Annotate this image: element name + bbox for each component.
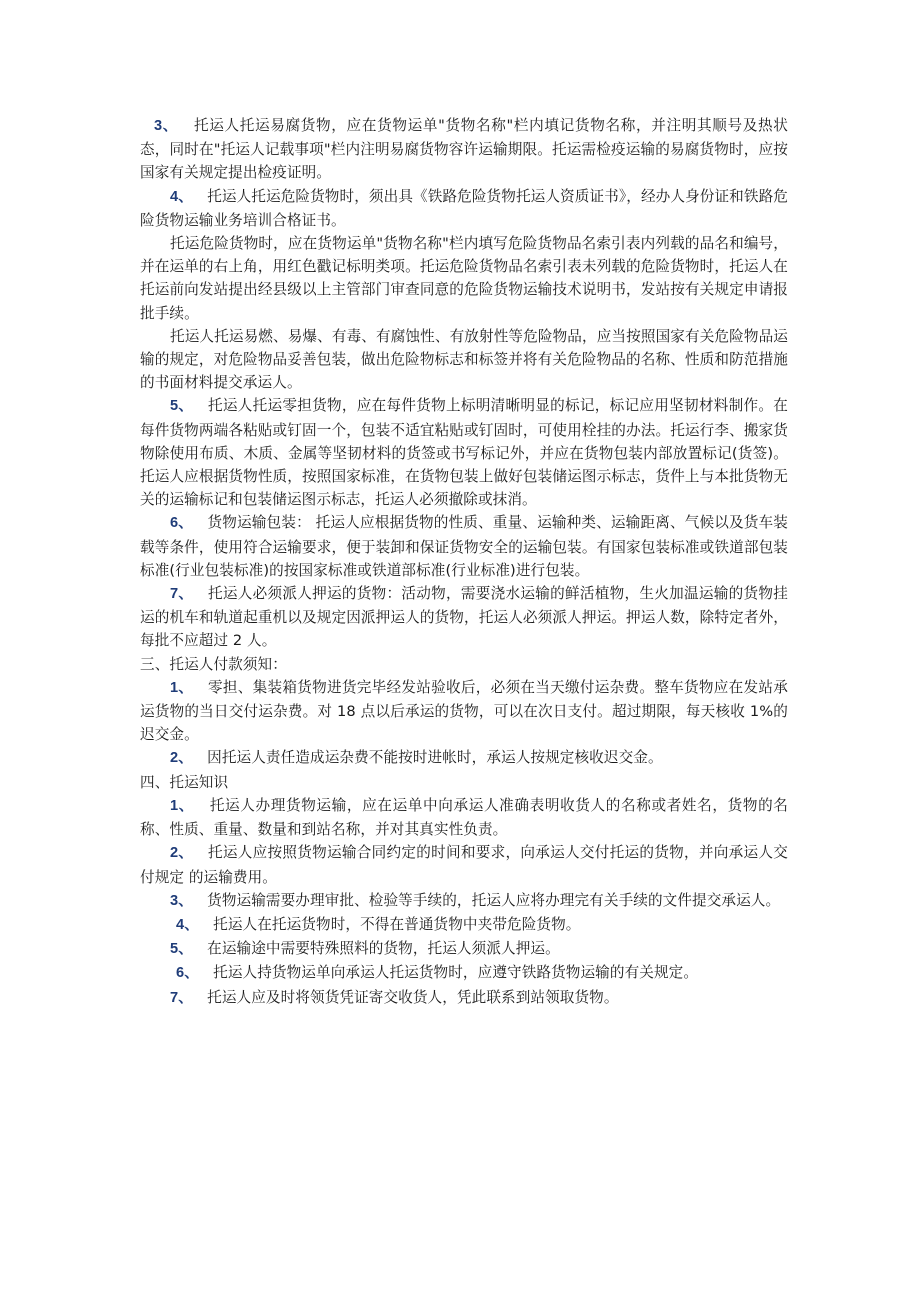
paragraph-text: 托运人持货物运单向承运人托运货物时，应遵守铁路货物运输的有关规定。 [213,964,699,982]
item-number: 7、 [170,586,194,603]
payment-item-1 [140,676,788,747]
paragraph-text: 托运人必须派人押运的货物：活动物，需要浇水运输的鲜活植物，生火加温运输的货物挂运的机车和轨道起重机以及规定因派押运人的货物，托运人必须派人押运。押运人数，除特定者外，每批不应超过 2 人。 [140,585,788,650]
section-heading-payment: 三、托运人付款须知： [140,655,287,673]
paragraph-text: 零担、集装箱货物进货完毕经发站验收后，必须在当天缴付运杂费。整车货物应在发站承运货物的当日交付运杂费。对 18 点以后承运的货物，可以在次日支付。超过期限，每天核收 1%的迟交金。 [140,678,788,744]
section-heading-knowledge: 四、托运知识 [140,773,229,791]
paragraph-text: 货物运输需要办理审批、检验等手续的，托运人应将办理完有关手续的文件提交承运人。 [207,891,781,909]
paragraph-hazardous-materials [140,325,788,395]
item-number: 3、 [154,118,179,134]
document-body [140,114,788,1010]
paragraph-text: 托运人应及时将领货凭证寄交收货人，凭此联系到站领取货物。 [207,988,619,1006]
item-number: 2、 [170,750,193,767]
paragraph-text: 托运人托运易腐货物，应在货物运单"货物名称"栏内填记货物名称，并注明其顺号及热状态，同时在"托运人记载事项"栏内注明易腐货物容许运输期限。托运需检疫运输的易腐货物时，应按国家有关规定提出检疫证明。 [140,117,788,182]
paragraph-text: 托运人办理货物运输，应在运单中向承运人准确表明收货人的名称或者姓名，货物的名称、性质、重量、数量和到站名称，并对其真实性负责。 [140,796,788,839]
paragraph-item-3 [140,114,788,185]
item-number: 5、 [170,398,194,415]
paragraph-item-4 [140,185,788,232]
paragraph-item-7 [140,582,788,653]
paragraph-text: 在运输途中需要特殊照料的货物，托运人须派人押运。 [207,940,560,958]
knowledge-item-3 [140,889,788,913]
item-number: 4、 [176,916,199,933]
paragraph-dangerous-goods [140,232,788,325]
paragraph-text: 托运人应按照货物运输合同约定的时间和要求，向承运人交付托运的货物，并向承运人交付规定 的运输费用。 [140,844,788,886]
item-number: 1、 [170,797,194,814]
item-number: 6、 [176,965,199,982]
item-number: 1、 [170,679,194,696]
item-number: 6、 [170,515,194,532]
item-number: 7、 [170,989,193,1006]
knowledge-item-5 [140,937,788,961]
paragraph-item-5 [140,394,788,511]
paragraph-text: 托运人在托运货物时，不得在普通货物中夹带危险货物。 [213,915,581,933]
knowledge-item-1 [140,794,788,841]
paragraph-item-6 [140,511,788,582]
paragraph-text: 托运人托运危险货物时，须出具《铁路危险货物托运人资质证书》，经办人身份证和铁路危险货物运输业务培训合格证书。 [140,187,788,229]
paragraph-text: 托运人托运易燃、易爆、有毒、有腐蚀性、有放射性等危险物品，应当按照国家有关危险物品运输的规定，对危险物品妥善包装，做出危险物标志和标签并将有关危险物品的名称、性质和防范措施的书面材料提交承运人。 [140,327,788,392]
item-number: 4、 [170,188,193,205]
item-number: 3、 [170,892,193,909]
item-number: 5、 [170,941,193,958]
payment-item-2 [140,746,788,770]
paragraph-text: 货物运输包装： 托运人应根据货物的性质、重量、运输种类、运输距离、气候以及货车装载等条件，使用符合运输要求，便于装卸和保证货物安全的运输包装。有国家包装标准或铁道部包装标准(行业包装标准)的按国家标准或铁道部标准(行业标准)进行包装。 [140,514,788,579]
knowledge-item-2 [140,841,788,888]
paragraph-text: 托运危险货物时，应在货物运单"货物名称"栏内填写危险货物品名索引表内列载的品名和编号，并在运单的右上角，用红色戳记标明类项。托运危险货物品名索引表未列载的危险货物时，托运人在托运前向发站提出经县级以上主管部门审查同意的危险货物运输技术说明书，发站按有关规定申请报批手续。 [140,235,788,322]
paragraph-text: 因托运人责任造成运杂费不能按时进帐时，承运人按规定核收迟交金。 [207,749,663,767]
knowledge-item-4 [140,913,788,937]
paragraph-text: 托运人托运零担货物，应在每件货物上标明清晰明显的标记，标记应用坚韧材料制作。在每件货物两端各粘贴或钉固一个，包装不适宜粘贴或钉固时，可使用栓挂的办法。托运行李、搬家货物除使用布质、木质、金属等坚韧材料的货签或书写标记外，并应在货物包装内部放置标记(货签)。托运人应根据货物性质，按照国家标准，在货物包装上做好包装储运图示标志，货件上与本批货物无关的运输标记和包装储运图示标志，托运人必须撤除或抹消。 [140,397,788,509]
knowledge-item-6 [140,961,788,985]
item-number: 2、 [170,845,194,862]
knowledge-item-7 [140,986,788,1010]
